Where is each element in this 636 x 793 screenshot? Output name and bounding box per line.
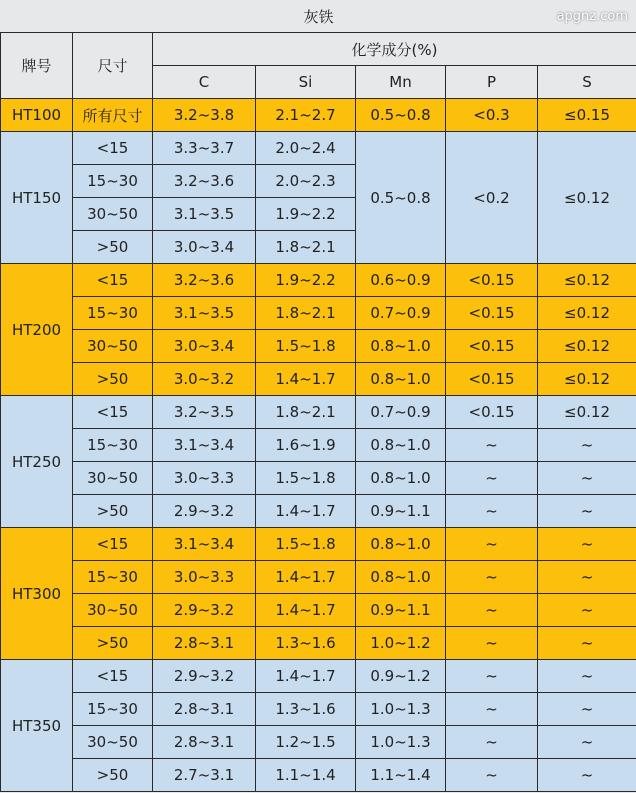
p-cell: <0.15 [446, 363, 538, 396]
si-cell: 2.1~2.7 [256, 99, 356, 132]
header-s: S [538, 66, 636, 99]
si-cell: 1.5~1.8 [256, 462, 356, 495]
si-cell: 1.4~1.7 [256, 594, 356, 627]
watermark: apgnz.com [556, 9, 628, 24]
si-cell: 1.8~2.1 [256, 396, 356, 429]
table-row [1, 528, 636, 561]
p-cell: ~ [446, 429, 538, 462]
si-cell: 2.0~2.4 [256, 132, 356, 165]
si-cell: 1.3~1.6 [256, 693, 356, 726]
s-cell: ~ [538, 495, 636, 528]
mn-cell: 0.8~1.0 [356, 462, 446, 495]
si-cell: 1.2~1.5 [256, 726, 356, 759]
p-cell: ~ [446, 528, 538, 561]
c-cell: 3.2~3.5 [153, 396, 256, 429]
table-row [1, 759, 636, 792]
mn-cell: 1.0~1.3 [356, 726, 446, 759]
c-cell: 2.8~3.1 [153, 627, 256, 660]
p-cell: ~ [446, 495, 538, 528]
si-cell: 1.8~2.1 [256, 297, 356, 330]
size-cell: 30~50 [73, 330, 153, 363]
p-cell: <0.15 [446, 330, 538, 363]
p-cell: ~ [446, 660, 538, 693]
s-cell: ~ [538, 726, 636, 759]
c-cell: 3.0~3.4 [153, 330, 256, 363]
c-cell: 3.2~3.6 [153, 165, 256, 198]
mn-cell: 0.8~1.0 [356, 330, 446, 363]
table-row [1, 561, 636, 594]
table-row [1, 99, 636, 132]
mn-cell: 0.8~1.0 [356, 528, 446, 561]
size-cell: <15 [73, 264, 153, 297]
s-cell: ≤0.12 [538, 132, 636, 264]
p-cell: ~ [446, 594, 538, 627]
mn-cell: 0.9~1.1 [356, 594, 446, 627]
size-cell: 30~50 [73, 198, 153, 231]
s-cell: ~ [538, 693, 636, 726]
c-cell: 2.8~3.1 [153, 693, 256, 726]
p-cell: <0.15 [446, 396, 538, 429]
mn-cell: 1.0~1.3 [356, 693, 446, 726]
si-cell: 1.6~1.9 [256, 429, 356, 462]
si-cell: 1.4~1.7 [256, 660, 356, 693]
si-cell: 1.9~2.2 [256, 198, 356, 231]
s-cell: ~ [538, 528, 636, 561]
s-cell: ≤0.12 [538, 264, 636, 297]
c-cell: 3.0~3.4 [153, 231, 256, 264]
si-cell: 1.4~1.7 [256, 561, 356, 594]
size-cell: 30~50 [73, 462, 153, 495]
header-mn: Mn [356, 66, 446, 99]
size-cell: 30~50 [73, 726, 153, 759]
s-cell: ≤0.12 [538, 396, 636, 429]
table-row [1, 726, 636, 759]
table-row [1, 693, 636, 726]
c-cell: 2.9~3.2 [153, 594, 256, 627]
s-cell: ≤0.15 [538, 99, 636, 132]
si-cell: 2.0~2.3 [256, 165, 356, 198]
size-cell: >50 [73, 495, 153, 528]
c-cell: 2.9~3.2 [153, 660, 256, 693]
p-cell: ~ [446, 693, 538, 726]
mn-cell: 0.8~1.0 [356, 561, 446, 594]
si-cell: 1.4~1.7 [256, 495, 356, 528]
si-cell: 1.5~1.8 [256, 528, 356, 561]
si-cell: 1.1~1.4 [256, 759, 356, 792]
mn-cell: 0.5~0.8 [356, 132, 446, 264]
si-cell: 1.9~2.2 [256, 264, 356, 297]
s-cell: ~ [538, 429, 636, 462]
size-cell: >50 [73, 363, 153, 396]
grade-cell: HT350 [1, 660, 73, 792]
si-cell: 1.5~1.8 [256, 330, 356, 363]
p-cell: ~ [446, 726, 538, 759]
table-row [1, 264, 636, 297]
header-p: P [446, 66, 538, 99]
header-si: Si [256, 66, 356, 99]
s-cell: ~ [538, 561, 636, 594]
mn-cell: 0.5~0.8 [356, 99, 446, 132]
c-cell: 3.3~3.7 [153, 132, 256, 165]
p-cell: <0.15 [446, 297, 538, 330]
mn-cell: 0.9~1.2 [356, 660, 446, 693]
p-cell: ~ [446, 462, 538, 495]
p-cell: ~ [446, 627, 538, 660]
grade-cell: HT100 [1, 99, 73, 132]
grade-cell: HT300 [1, 528, 73, 660]
size-cell: 15~30 [73, 297, 153, 330]
si-cell: 1.8~2.1 [256, 231, 356, 264]
size-cell: 15~30 [73, 561, 153, 594]
s-cell: ~ [538, 660, 636, 693]
size-cell: >50 [73, 759, 153, 792]
grade-cell: HT150 [1, 132, 73, 264]
p-cell: <0.2 [446, 132, 538, 264]
size-cell: 所有尺寸 [73, 99, 153, 132]
c-cell: 3.1~3.4 [153, 429, 256, 462]
header-composition: 化学成分(%) [153, 33, 636, 66]
c-cell: 3.0~3.3 [153, 561, 256, 594]
mn-cell: 0.7~0.9 [356, 396, 446, 429]
table-title: 灰铁 [1, 0, 636, 33]
mn-cell: 0.6~0.9 [356, 264, 446, 297]
table-row [1, 594, 636, 627]
si-cell: 1.3~1.6 [256, 627, 356, 660]
p-cell: <0.15 [446, 264, 538, 297]
header-size: 尺寸 [73, 33, 153, 99]
size-cell: >50 [73, 231, 153, 264]
mn-cell: 0.7~0.9 [356, 297, 446, 330]
s-cell: ≤0.12 [538, 363, 636, 396]
table-row [1, 330, 636, 363]
size-cell: <15 [73, 132, 153, 165]
table-row [1, 396, 636, 429]
header-c: C [153, 66, 256, 99]
header-grade: 牌号 [1, 33, 73, 99]
c-cell: 3.2~3.6 [153, 264, 256, 297]
s-cell: ≤0.12 [538, 297, 636, 330]
size-cell: 15~30 [73, 429, 153, 462]
size-cell: 30~50 [73, 594, 153, 627]
table-row [1, 462, 636, 495]
si-cell: 1.4~1.7 [256, 363, 356, 396]
s-cell: ~ [538, 594, 636, 627]
size-cell: <15 [73, 660, 153, 693]
mn-cell: 0.8~1.0 [356, 363, 446, 396]
size-cell: 15~30 [73, 165, 153, 198]
table-row [1, 429, 636, 462]
mn-cell: 0.8~1.0 [356, 429, 446, 462]
size-cell: >50 [73, 627, 153, 660]
table-row [1, 132, 636, 165]
c-cell: 3.1~3.5 [153, 198, 256, 231]
p-cell: <0.3 [446, 99, 538, 132]
mn-cell: 0.9~1.1 [356, 495, 446, 528]
s-cell: ~ [538, 627, 636, 660]
table-row [1, 660, 636, 693]
mn-cell: 1.0~1.2 [356, 627, 446, 660]
grade-cell: HT250 [1, 396, 73, 528]
c-cell: 3.1~3.4 [153, 528, 256, 561]
c-cell: 2.7~3.1 [153, 759, 256, 792]
size-cell: <15 [73, 396, 153, 429]
c-cell: 2.8~3.1 [153, 726, 256, 759]
s-cell: ~ [538, 759, 636, 792]
mn-cell: 1.1~1.4 [356, 759, 446, 792]
s-cell: ~ [538, 462, 636, 495]
s-cell: ≤0.12 [538, 330, 636, 363]
c-cell: 3.0~3.3 [153, 462, 256, 495]
p-cell: ~ [446, 759, 538, 792]
grade-cell: HT200 [1, 264, 73, 396]
c-cell: 3.2~3.8 [153, 99, 256, 132]
c-cell: 3.1~3.5 [153, 297, 256, 330]
table-row [1, 363, 636, 396]
table-row [1, 297, 636, 330]
c-cell: 3.0~3.2 [153, 363, 256, 396]
c-cell: 2.9~3.2 [153, 495, 256, 528]
table-row [1, 627, 636, 660]
p-cell: ~ [446, 561, 538, 594]
table-row [1, 495, 636, 528]
size-cell: 15~30 [73, 693, 153, 726]
size-cell: <15 [73, 528, 153, 561]
